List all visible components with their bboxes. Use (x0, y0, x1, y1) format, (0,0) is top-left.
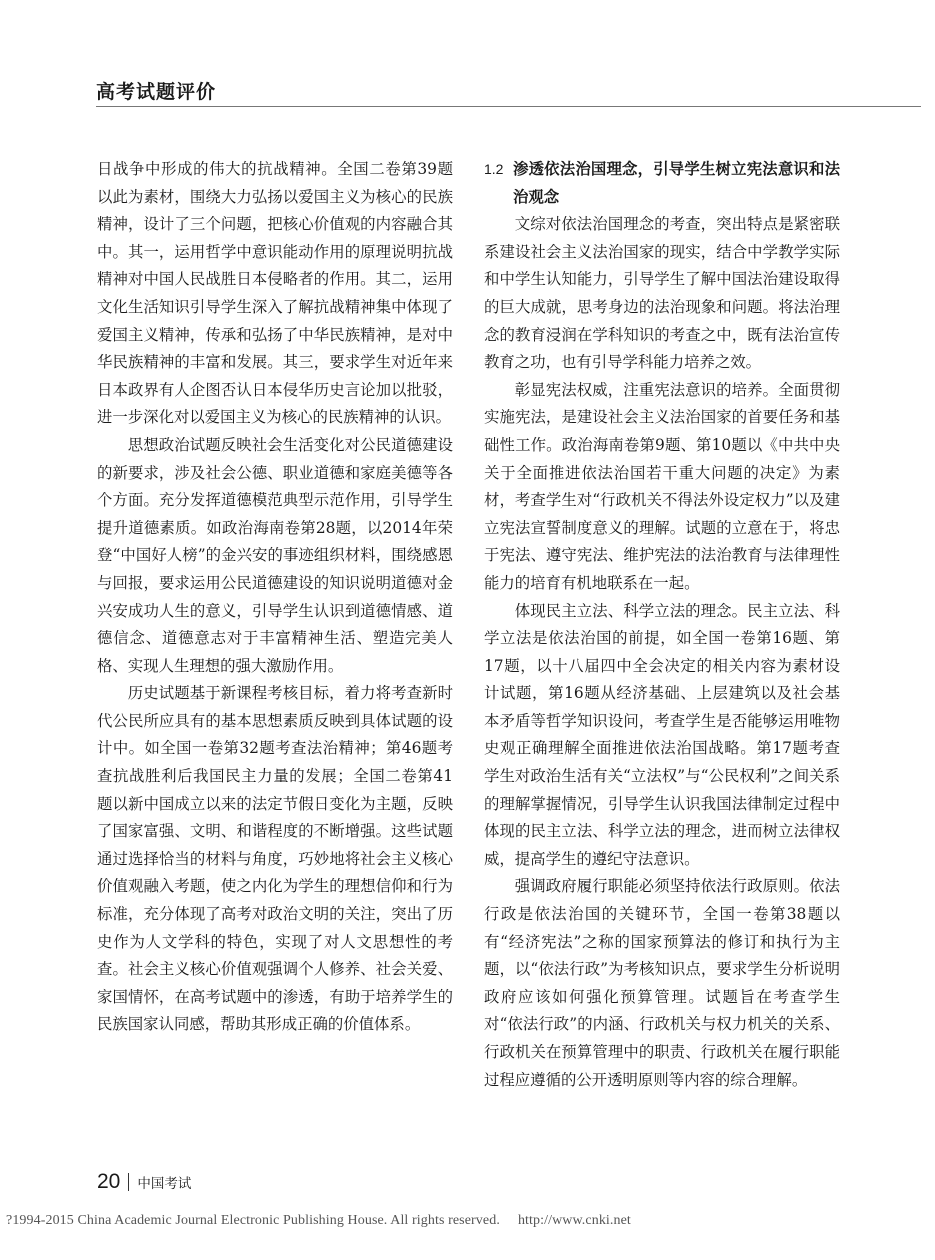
paragraph: 思想政治试题反映社会生活变化对公民道德建设的新要求，涉及社会公德、职业道德和家庭美德等各个方面。充分发挥道德模范典型示范作用，引导学生提升道德素质。如政治海南卷第28题，以2014年荣登“中国好人榜”的金兴安的事迹组织材料，围绕感恩与回报，要求运用公民道德建设的知识说明道德对金兴安成功人生的意义，引导学生认识到道德情感、道德信念、道德意志对于丰富精神生活、塑造完美人格、实现人生理想的强大激励作用。 (97, 435, 453, 675)
footer-divider (128, 1173, 129, 1191)
section-heading (484, 156, 840, 211)
page-footer (97, 1168, 191, 1196)
section-title: 渗透依法治国理念，引导学生树立宪法意识和法治观念 (513, 160, 840, 206)
right-column (484, 156, 840, 1094)
paragraph: 彰显宪法权威，注重宪法意识的培养。全面贯彻实施宪法，是建设社会主义法治国家的首要任务和基础性工作。政治海南卷第9题、第10题以《中共中央关于全面推进依法治国若干重大问题的决定》为素材，考查学生对“行政机关不得法外设定权力”以及建立宪法宣誓制度意义的理解。试题的立意在于，将忠于宪法、遵守宪法、维护宪法的法治教育与法律理性能力的培育有机地联系在一起。 (484, 380, 840, 592)
header-title: 高考试题评价 (96, 81, 217, 103)
running-header (96, 80, 921, 107)
paragraph: 文综对依法治国理念的考查，突出特点是紧密联系建设社会主义法治国家的现实，结合中学教学实际和中学生认知能力，引导学生了解中国法治建设取得的巨大成就，思考身边的法治现象和问题。将法治理念的教育浸润在学科知识的考查之中，既有法治宣传教育之功，也有引导学科能力培养之效。 (484, 215, 840, 372)
page-number: 20 (97, 1170, 121, 1193)
copyright-text: ?1994-2015 China Academic Journal Electronic Publishing House. All rights reserved. (6, 1213, 500, 1228)
section-number: 1.2 (484, 161, 504, 177)
paragraph: 体现民主立法、科学立法的理念。民主立法、科学立法是依法治国的前提，如全国一卷第16题、第17题，以十八届四中全会决定的相关内容为素材设计试题，第16题从经济基础、上层建筑以及社会基本矛盾等哲学知识设问，考查学生是否能够运用唯物史观正确理解全面推进依法治国战略。第17题考查学生对政治生活有关“立法权”与“公民权利”之间关系的理解掌握情况，引导学生认识我国法律制定过程中体现的民主立法、科学立法的理念，进而树立法律权威，提高学生的遵纪守法意识。 (484, 601, 840, 868)
cnki-url[interactable]: http://www.cnki.net (517, 1213, 631, 1228)
paragraph: 日战争中形成的伟大的抗战精神。全国二卷第39题以此为素材，围绕大力弘扬以爱国主义为核心的民族精神，设计了三个问题，把核心价值观的内容融合其中。其一，运用哲学中意识能动作用的原理说明抗战精神对中国人民战胜日本侵略者的作用。其二，运用文化生活知识引导学生深入了解抗战精神集中体现了爱国主义精神，传承和弘扬了中华民族精神，是对中华民族精神的丰富和发展。其三，要求学生对近年来日本政界有人企图否认日本侵华历史言论加以批驳，进一步深化对以爱国主义为核心的民族精神的认识。 (97, 160, 453, 427)
left-column (97, 156, 453, 1039)
journal-name: 中国考试 (137, 1176, 192, 1192)
paragraph: 强调政府履行职能必须坚持依法行政原则。依法行政是依法治国的关键环节，全国一卷第38题以有“经济宪法”之称的国家预算法的修订和执行为主题，以“依法行政”为考核知识点，要求学生分析说明政府应该如何强化预算管理。试题旨在考查学生对“依法行政”的内涵、行政机关与权力机关的关系、行政机关在预算管理中的职责、行政机关在履行职能过程应遵循的公开透明原则等内容的综合理解。 (484, 877, 840, 1089)
paragraph: 历史试题基于新课程考核目标，着力将考查新时代公民所应具有的基本思想素质反映到具体试题的设计中。如全国一卷第32题考查法治精神；第46题考查抗战胜利后我国民主力量的发展；全国二卷第41题以新中国成立以来的法定节假日变化为主题，反映了国家富强、文明、和谐程度的不断增强。这些试题通过选择恰当的材料与角度，巧妙地将社会主义核心价值观融入考题，使之内化为学生的理想信仰和行为标准，充分体现了高考对政治文明的关注，突出了历史作为人文学科的特色，实现了对人文思想性的考查。社会主义核心价值观强调个人修养、社会关爱、家国情怀，在高考试题中的渗透，有助于培养学生的民族国家认同感，帮助其形成正确的价值体系。 (97, 684, 453, 1034)
copyright-watermark (6, 1213, 931, 1229)
